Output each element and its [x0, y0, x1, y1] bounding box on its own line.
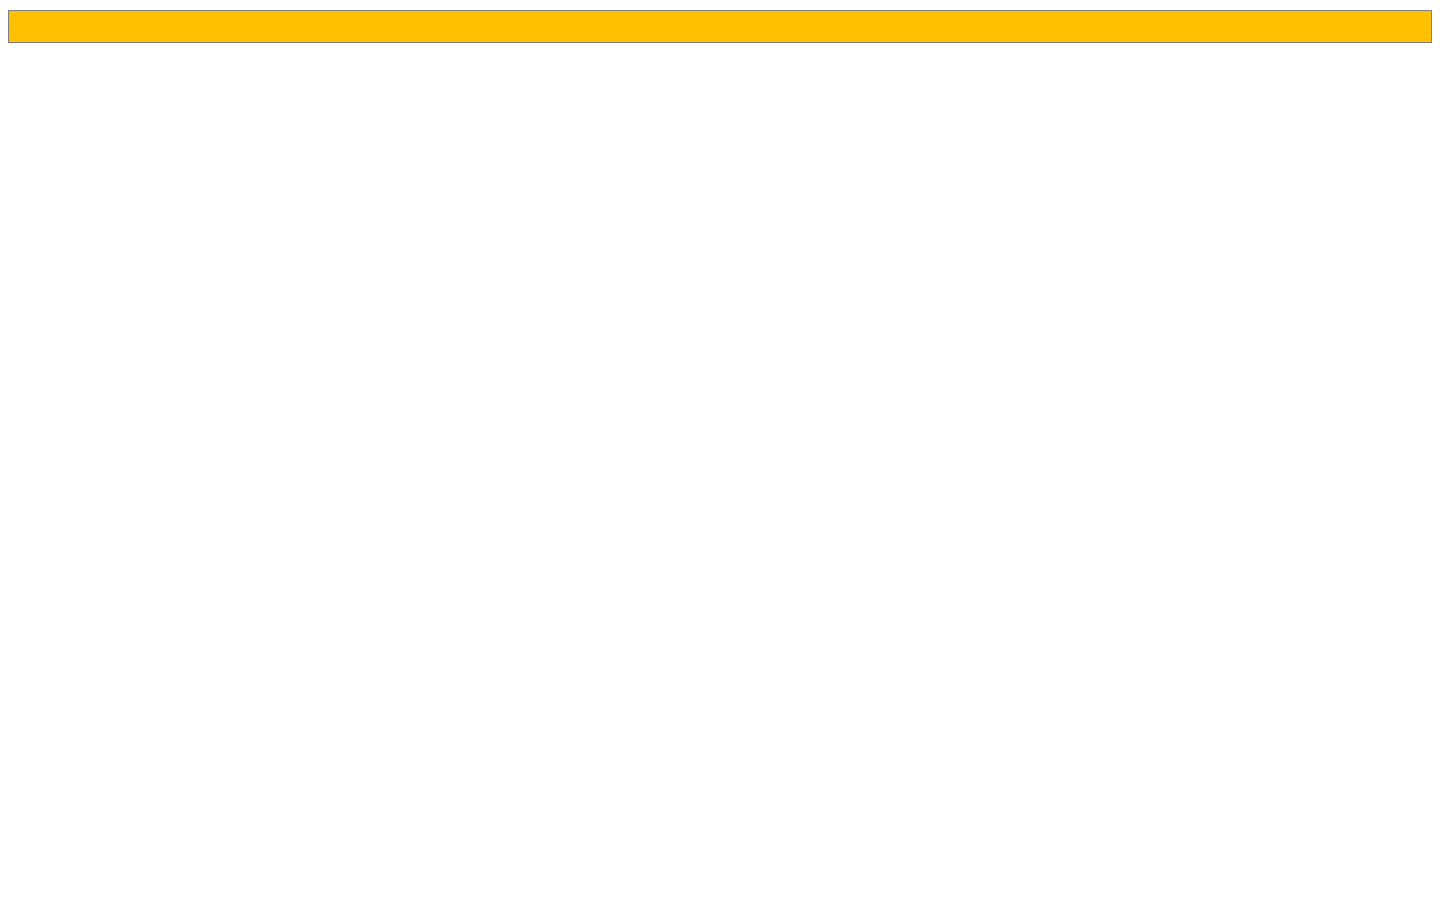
page-title — [8, 10, 1432, 43]
right-contest-table — [745, 58, 1432, 780]
left-contest-table — [8, 58, 695, 908]
